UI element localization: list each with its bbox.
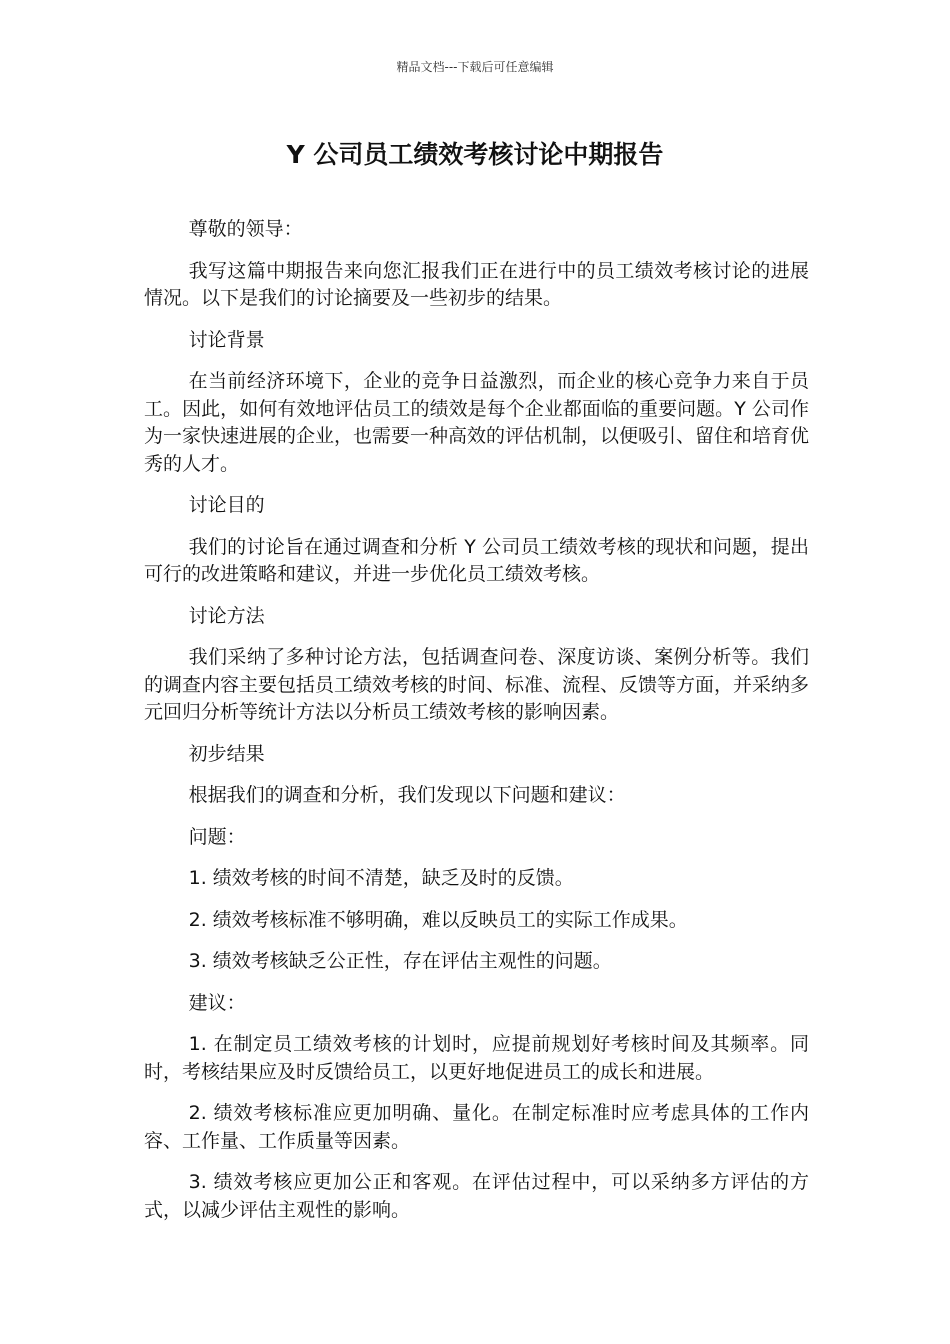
suggestion-item: 1. 在制定员工绩效考核的计划时，应提前规划好考核时间及其频率。同时，考核结果应及时反馈给员工，以更好地促进员工的成长和进展。 (144, 1033, 809, 1083)
salutation: 尊敬的领导： (188, 218, 303, 240)
section-heading-background: 讨论背景 (188, 328, 265, 351)
problem-item: 2. 绩效考核标准不够明确，难以反映员工的实际工作成果。 (188, 908, 688, 931)
results-intro: 根据我们的调查和分析，我们发现以下问题和建议： (188, 784, 626, 806)
document-title: Y 公司员工绩效考核讨论中期报告 (286, 140, 664, 169)
problem-item: 3. 绩效考核缺乏公正性，存在评估主观性的问题。 (188, 950, 612, 972)
suggestions-heading: 建议： (188, 991, 246, 1014)
suggestion-item: 2. 绩效考核标准应更加明确、量化。在制定标准时应考虑具体的工作内容、工作量、工作质量等因素。 (144, 1102, 809, 1152)
problem-item: 1. 绩效考核的时间不清楚，缺乏及时的反馈。 (188, 867, 574, 889)
section-heading-purpose: 讨论目的 (188, 494, 265, 516)
method-paragraph: 我们采纳了多种讨论方法，包括调查问卷、深度访谈、案例分析等。我们的调查内容主要包括员工绩效考核的时间、标准、流程、反馈等方面，并采纳多元回归分析等统计方法以分析员工绩效考核的影响因素。 (144, 646, 810, 723)
section-heading-results: 初步结果 (188, 742, 265, 765)
intro-paragraph: 我写这篇中期报告来向您汇报我们正在进行中的员工绩效考核讨论的进展情况。以下是我们的讨论摘要及一些初步的结果。 (144, 259, 809, 309)
problems-heading: 问题： (188, 825, 246, 848)
purpose-paragraph: 我们的讨论旨在通过调查和分析 Y 公司员工绩效考核的现状和问题，提出可行的改进策略和建议，并进一步优化员工绩效考核。 (144, 535, 809, 585)
section-heading-method: 讨论方法 (188, 604, 265, 627)
document-body (144, 216, 809, 1238)
header-note: 精品文档---下载后可任意编辑 (396, 60, 554, 74)
background-paragraph: 在当前经济环境下，企业的竞争日益激烈，而企业的核心竞争力来自于员工。因此，如何有效地评估员工的绩效是每个企业都面临的重要问题。Y 公司作为一家快速进展的企业，也需要一种高效的评估机制，以便吸引、留住和培育优秀的人才。 (144, 370, 810, 475)
suggestion-item: 3. 绩效考核应更加公正和客观。在评估过程中，可以采纳多方评估的方式，以减少评估主观性的影响。 (144, 1171, 809, 1221)
